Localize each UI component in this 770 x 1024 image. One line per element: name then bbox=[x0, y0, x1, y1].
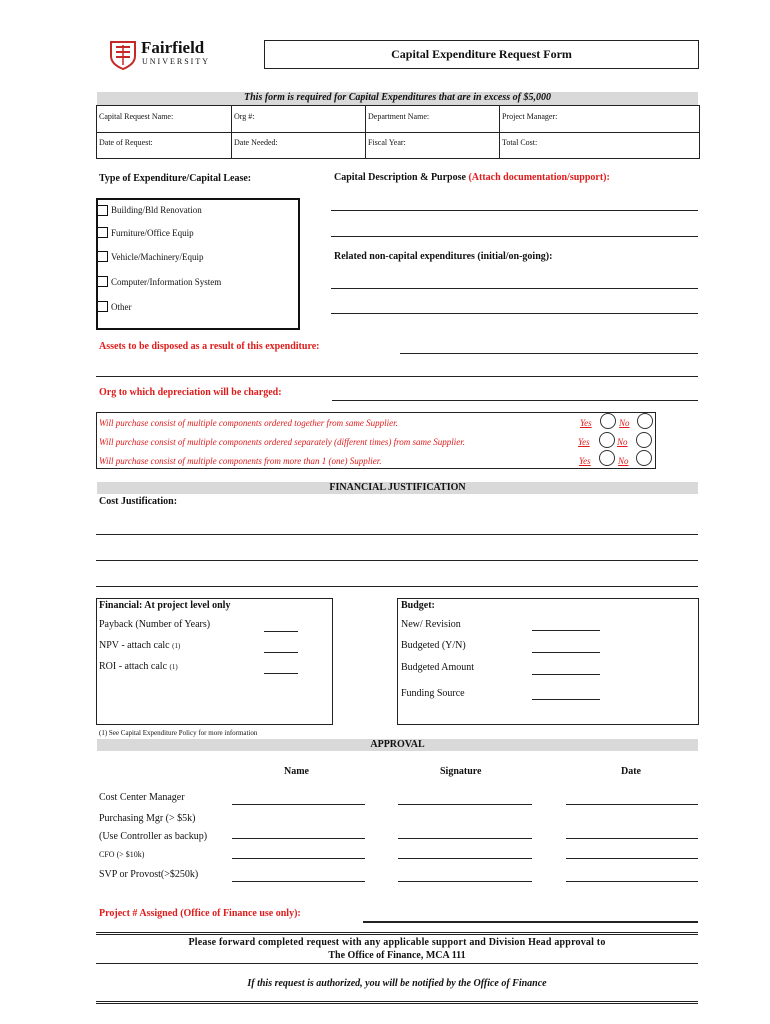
checkbox-computer[interactable] bbox=[97, 276, 108, 287]
approval-row-svp: SVP or Provost(>$250k) bbox=[99, 869, 199, 880]
budgeted-yn-input[interactable] bbox=[532, 652, 600, 653]
approval-row-controller: (Use Controller as backup) bbox=[99, 831, 208, 842]
no-label-2: No bbox=[617, 437, 628, 447]
svp-signature-line[interactable] bbox=[398, 881, 532, 882]
budget-new-revision-label: New/ Revision bbox=[401, 619, 461, 630]
purchasing-date-line[interactable] bbox=[566, 838, 698, 839]
payback-input[interactable] bbox=[264, 631, 298, 632]
related-expenditures-line-1[interactable] bbox=[331, 288, 698, 289]
logo-subtitle: UNIVERSITY bbox=[142, 57, 210, 66]
header-table bbox=[96, 105, 700, 159]
roi-label: ROI - attach calc (1) bbox=[99, 661, 178, 672]
intro-text: This form is required for Capital Expenditures that are in excess of $5,000 bbox=[244, 92, 551, 103]
cost-justification-label: Cost Justification: bbox=[99, 496, 178, 507]
option-other: Other bbox=[111, 302, 132, 312]
date-needed-field[interactable]: Date Needed: bbox=[234, 138, 278, 147]
capital-request-name-field[interactable]: Capital Request Name: bbox=[99, 112, 174, 121]
related-expenditures-label: Related non-capital expenditures (initial/on-going): bbox=[334, 251, 553, 262]
policy-footnote: (1) See Capital Expenditure Policy for more information bbox=[99, 729, 258, 737]
assets-disposed-label: Assets to be disposed as a result of this expenditure: bbox=[99, 341, 320, 352]
payback-label: Payback (Number of Years) bbox=[99, 619, 211, 630]
yes-radio-1[interactable] bbox=[600, 413, 616, 429]
forward-top-rule bbox=[96, 932, 698, 933]
fiscal-year-field[interactable]: Fiscal Year: bbox=[368, 138, 406, 147]
cost-justification-line-3[interactable] bbox=[96, 586, 698, 587]
approval-heading: APPROVAL bbox=[370, 739, 425, 750]
forward-instructions-2: The Office of Finance, MCA 111 bbox=[328, 950, 466, 961]
purchase-question-3: Will purchase consist of multiple components from more than 1 (one) Supplier. bbox=[99, 456, 382, 466]
svp-date-line[interactable] bbox=[566, 881, 698, 882]
checkbox-furniture[interactable] bbox=[97, 227, 108, 238]
budget-new-revision-input[interactable] bbox=[532, 630, 600, 631]
yes-label-3: Yes bbox=[579, 456, 591, 466]
cfo-name-line[interactable] bbox=[232, 858, 365, 859]
roi-input[interactable] bbox=[264, 673, 298, 674]
budget-title: Budget: bbox=[401, 600, 435, 611]
purchase-question-1: Will purchase consist of multiple components ordered together from same Supplier. bbox=[99, 418, 398, 428]
depreciation-org-line[interactable] bbox=[332, 400, 698, 401]
approval-row-cost-center: Cost Center Manager bbox=[99, 792, 185, 803]
notification-text: If this request is authorized, you will be notified by the Office of Finance bbox=[247, 978, 547, 989]
npv-input[interactable] bbox=[264, 652, 298, 653]
option-building: Building/Bld Renovation bbox=[111, 205, 202, 215]
date-of-request-field[interactable]: Date of Request: bbox=[99, 138, 153, 147]
financial-justification-heading: FINANCIAL JUSTIFICATION bbox=[329, 482, 466, 493]
form-title: Capital Expenditure Request Form bbox=[391, 47, 572, 61]
option-furniture: Furniture/Office Equip bbox=[111, 228, 194, 238]
cost-center-signature-line[interactable] bbox=[398, 804, 532, 805]
cfo-date-line[interactable] bbox=[566, 858, 698, 859]
approval-col-signature: Signature bbox=[440, 766, 482, 777]
shield-icon bbox=[109, 40, 137, 70]
yes-label-2: Yes bbox=[578, 437, 590, 447]
capital-description-line-1[interactable] bbox=[331, 210, 698, 211]
option-computer: Computer/Information System bbox=[111, 277, 222, 287]
budgeted-amount-input[interactable] bbox=[532, 674, 600, 675]
forward-instructions-1: Please forward completed request with any applicable support and Division Head approval to bbox=[188, 937, 606, 948]
depreciation-org-label: Org to which depreciation will be charged: bbox=[99, 387, 282, 398]
cost-justification-line-2[interactable] bbox=[96, 560, 698, 561]
capital-description-label: Capital Description & Purpose (Attach documentation/support): bbox=[334, 172, 610, 183]
approval-row-cfo: CFO (> $10k) bbox=[99, 850, 145, 859]
option-vehicle: Vehicle/Machinery/Equip bbox=[111, 252, 204, 262]
bottom-rule-2 bbox=[96, 1003, 698, 1004]
checkbox-vehicle[interactable] bbox=[97, 251, 108, 262]
forward-top-rule-2 bbox=[96, 934, 698, 935]
form-title-box bbox=[264, 40, 699, 69]
yes-radio-2[interactable] bbox=[599, 432, 615, 448]
approval-col-name: Name bbox=[284, 766, 309, 777]
capital-description-line-2[interactable] bbox=[331, 236, 698, 237]
approval-col-date: Date bbox=[621, 766, 641, 777]
no-label-3: No bbox=[618, 456, 629, 466]
university-logo bbox=[109, 40, 234, 70]
svp-name-line[interactable] bbox=[232, 881, 365, 882]
funding-source-input[interactable] bbox=[532, 699, 600, 700]
no-label-1: No bbox=[619, 418, 630, 428]
funding-source-label: Funding Source bbox=[401, 688, 465, 699]
financial-title: Financial: At project level only bbox=[99, 600, 231, 611]
assets-disposed-line-1[interactable] bbox=[400, 353, 698, 354]
cost-justification-line-1[interactable] bbox=[96, 534, 698, 535]
no-radio-1[interactable] bbox=[637, 413, 653, 429]
bottom-rule bbox=[96, 1001, 698, 1002]
total-cost-field[interactable]: Total Cost: bbox=[502, 138, 538, 147]
purchasing-signature-line[interactable] bbox=[398, 838, 532, 839]
type-of-expenditure-label: Type of Expenditure/Capital Lease: bbox=[99, 173, 252, 184]
npv-label: NPV - attach calc (1) bbox=[99, 640, 181, 651]
org-number-field[interactable]: Org #: bbox=[234, 112, 255, 121]
yes-label-1: Yes bbox=[580, 418, 592, 428]
logo-name: Fairfield bbox=[141, 38, 205, 57]
project-manager-field[interactable]: Project Manager: bbox=[502, 112, 558, 121]
budgeted-yn-label: Budgeted (Y/N) bbox=[401, 640, 466, 651]
no-radio-3[interactable] bbox=[636, 450, 652, 466]
cost-center-date-line[interactable] bbox=[566, 804, 698, 805]
yes-radio-3[interactable] bbox=[599, 450, 615, 466]
no-radio-2[interactable] bbox=[636, 432, 652, 448]
approval-row-purchasing: Purchasing Mgr (> $5k) bbox=[99, 813, 196, 824]
purchasing-name-line[interactable] bbox=[232, 838, 365, 839]
checkbox-other[interactable] bbox=[97, 301, 108, 312]
project-assigned-line[interactable] bbox=[363, 921, 698, 923]
forward-bottom-rule bbox=[96, 963, 698, 964]
assets-disposed-line-2[interactable] bbox=[96, 376, 698, 377]
related-expenditures-line-2[interactable] bbox=[331, 313, 698, 314]
cfo-signature-line[interactable] bbox=[398, 858, 532, 859]
project-assigned-label: Project # Assigned (Office of Finance use only): bbox=[99, 908, 301, 919]
purchase-question-2: Will purchase consist of multiple components ordered separately (different times) from same Supplier. bbox=[99, 437, 466, 447]
cost-center-name-line[interactable] bbox=[232, 804, 365, 805]
budgeted-amount-label: Budgeted Amount bbox=[401, 662, 475, 673]
department-name-field[interactable]: Department Name: bbox=[368, 112, 430, 121]
checkbox-building[interactable] bbox=[97, 205, 108, 216]
